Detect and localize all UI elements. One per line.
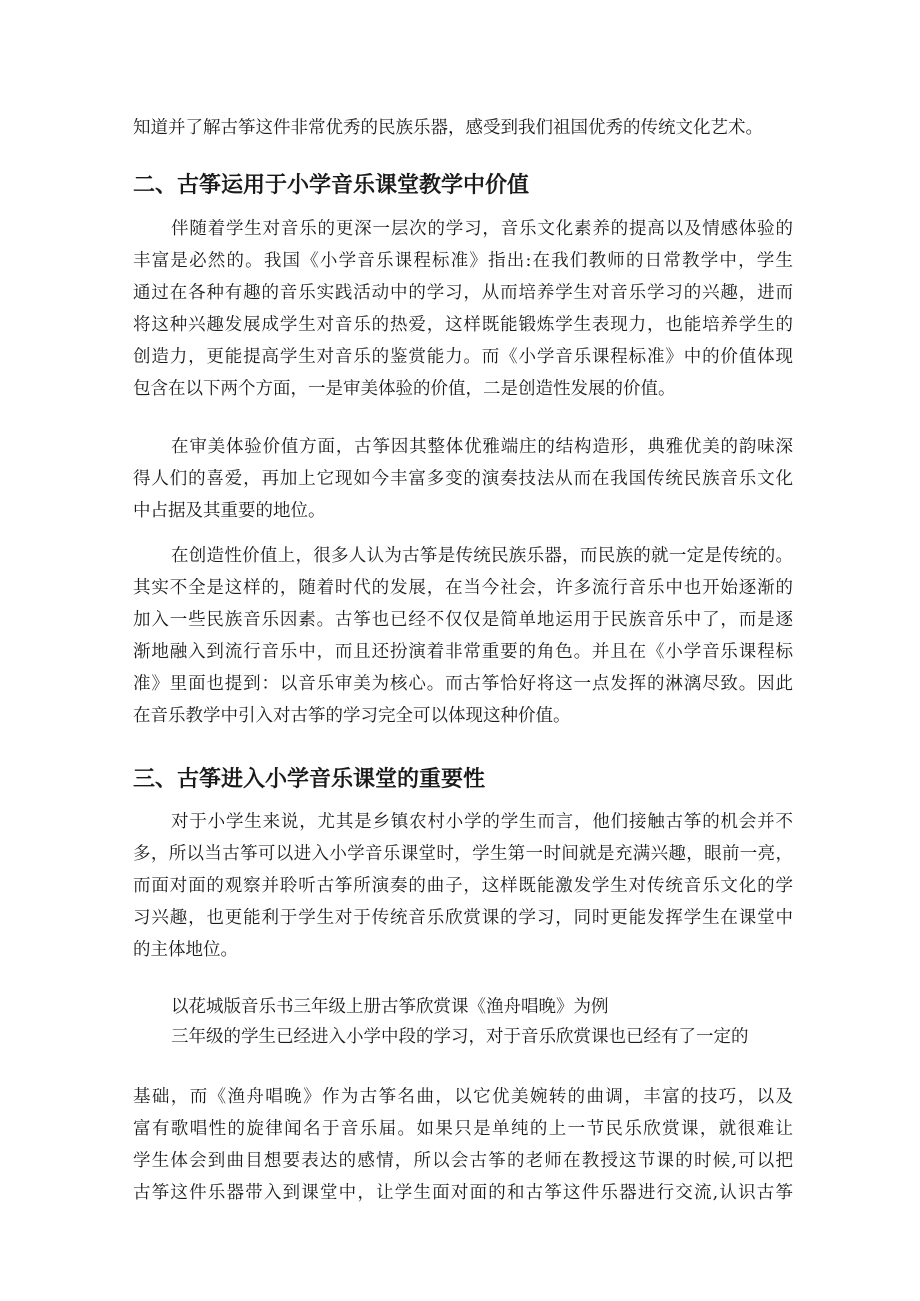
paragraph-line: 将这种兴趣发展成学生对音乐的热爱，这样既能锻炼学生表现力，也能培养学生的 [133, 315, 793, 335]
paragraph-line: 准》里面也提到：以音乐审美为核心。而古筝恰好将这一点发挥的淋漓尽致。因此 [133, 674, 793, 694]
paragraph-line: 在创造性价值上，很多人认为古筝是传统民族乐器，而民族的就一定是传统的。 [171, 546, 793, 566]
paragraph-line: 包含在以下两个方面，一是审美体验的价值，二是创造性发展的价值。 [133, 379, 676, 399]
section-heading-2: 二、古筝运用于小学音乐课堂教学中价值 [133, 173, 530, 198]
paragraph-line: 习兴趣，也更能利于学生对于传统音乐欣赏课的学习，同时更能发挥学生在课堂中 [133, 908, 793, 928]
paragraph-line: 得人们的喜爱，再加上它现如今丰富多变的演奏技法从而在我国传统民族音乐文化 [133, 469, 793, 489]
paragraph-line: 伴随着学生对音乐的更深一层次的学习，音乐文化素养的提高以及情感体验的 [171, 219, 793, 239]
intro-line: 知道并了解古筝这件非常优秀的民族乐器，感受到我们祖国优秀的传统文化艺术。 [133, 118, 763, 138]
paragraph-line: 基础，而《渔舟唱晚》作为古筝名曲，以它优美婉转的曲调，丰富的技巧，以及 [133, 1087, 793, 1107]
paragraph-line: 学生体会到曲目想要表达的感情，所以会古筝的老师在教授这节课的时候,可以把 [133, 1151, 793, 1171]
paragraph-line: 创造力，更能提高学生对音乐的鉴赏能力。而《小学音乐课程标准》中的价值体现 [133, 347, 793, 367]
section-heading-3: 三、古筝进入小学音乐课堂的重要性 [133, 767, 486, 792]
paragraph-line: 对于小学生来说，尤其是乡镇农村小学的学生而言，他们接触古筝的机会并不 [171, 812, 793, 832]
paragraph-line: 而面对面的观察并聆听古筝所演奏的曲子，这样既能激发学生对传统音乐文化的学 [133, 876, 793, 896]
paragraph-line: 多，所以当古筝可以进入小学音乐课堂时，学生第一时间就是充满兴趣，眼前一亮， [133, 844, 793, 864]
paragraph-line: 古筝这件乐器带入到课堂中，让学生面对面的和古筝这件乐器进行交流,认识古筝 [133, 1183, 793, 1203]
paragraph-line: 丰富是必然的。我国《小学音乐课程标准》指出:在我们教师的日常教学中，学生 [133, 251, 793, 271]
paragraph-line: 渐地融入到流行音乐中，而且还扮演着非常重要的角色。并且在《小学音乐课程标 [133, 642, 793, 662]
paragraph-line: 三年级的学生已经进入小学中段的学习，对于音乐欣赏课也已经有了一定的 [171, 1027, 749, 1047]
paragraph-line: 中占据及其重要的地位。 [133, 501, 326, 521]
paragraph-line: 在音乐教学中引入对古筝的学习完全可以体现这种价值。 [133, 706, 571, 726]
paragraph-line: 其实不全是这样的，随着时代的发展，在当今社会，许多流行音乐中也开始逐渐的 [133, 578, 793, 598]
paragraph-line: 的主体地位。 [133, 940, 238, 960]
example-title: 以花城版音乐书三年级上册古筝欣赏课《渔舟唱晚》为例 [171, 997, 609, 1017]
paragraph-line: 通过在各种有趣的音乐实践活动中的学习，从而培养学生对音乐学习的兴趣，进而 [133, 283, 793, 303]
paragraph-line: 在审美体验价值方面，古筝因其整体优雅端庄的结构造形，典雅优美的韵味深 [171, 437, 793, 457]
paragraph-line: 富有歌唱性的旋律闻名于音乐届。如果只是单纯的上一节民乐欣赏课，就很难让 [133, 1119, 793, 1139]
paragraph-line: 加入一些民族音乐因素。古筝也已经不仅仅是简单地运用于民族音乐中了，而是逐 [133, 610, 793, 630]
